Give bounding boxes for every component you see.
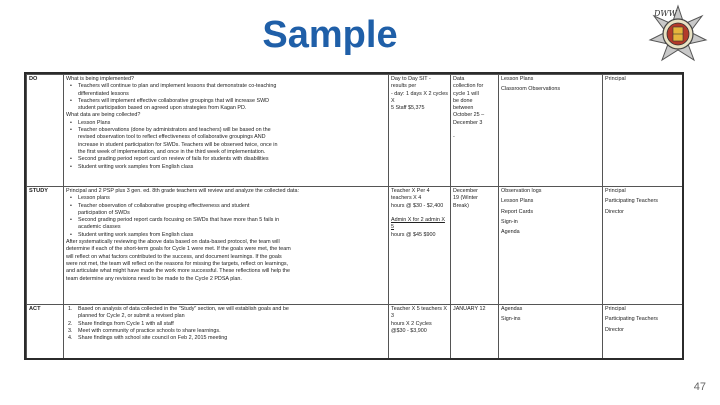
cell-text: JANUARY 12 [453,306,486,312]
activity-line: What data are being collected? [66,112,141,119]
activity-line: • Teachers will continue to plan and implement lessons that demonstrate co-teaching [66,83,386,90]
pdsa-plan-table [24,72,684,360]
cell-text: hours @ $30 - $2,400 [391,202,444,209]
cell-text: Director [605,326,624,333]
cell-text: December 3 [453,119,483,126]
activity-line: • Lesson Plans [66,120,386,127]
page-number: 47 [693,381,706,393]
cell-text: Principal [605,76,626,82]
cell-text: October 25 – [453,112,485,119]
activity-line: Principal and 2 PSP plus 3 gen. ed. 8th grade teachers will review and analyze the collected data: [66,188,300,194]
timeline-cell [451,75,499,187]
cell-text: Participating Teachers [605,316,658,323]
activity-line: determine if each of the short-term goals for Cycle 1 were met. If the goals were met, the team [66,246,291,253]
slide-title: Sample [262,14,398,56]
cell-text: - day: 1 days X 2 cycles X [391,90,448,104]
activity-line: student participation based on agreed upon strategies from Kagan PD. [78,105,247,112]
cell-text: Principal [605,188,626,194]
activity-line: • Teacher observations (done by administrators and teachers) will be based on the [66,127,386,134]
activity-line: team determine any revisions need to be made to the Cycle 2 PDSA plan. [66,275,242,282]
table-row [27,305,683,361]
cell-text: Lesson Plans [501,76,534,82]
activity-line: • Teacher observation of collaborative grouping effectiveness and student [66,203,386,210]
activity-line [66,335,386,342]
cell-text: Agendas [501,306,523,312]
activity-line: the first week of implementation, and once in the third week of implementation. [78,148,266,155]
activity-line [66,306,386,313]
phase-cell: ACT [27,305,64,361]
cell-text: between [453,105,474,112]
activity-cell [64,305,389,361]
cell-text: hours @ $45 $900 [391,231,436,238]
table-row [27,75,683,187]
cell-text: Classroom Observations [501,86,561,93]
list-number: 1. [68,306,73,312]
responsible-cell [603,75,683,187]
activity-line: • Student writing work samples from English class [66,164,386,171]
svg-text:DWW: DWW [654,9,677,18]
activity-line: • Lesson plans [66,195,386,202]
evidence-cell [499,305,603,361]
activity-line: participation of SWDs [78,209,130,216]
activity-line: What is being implemented? [66,76,135,82]
evidence-cell [499,75,603,187]
activity-line: were not met, the team will reflect on the reasons for missing the targets, reflect on learnings, [66,260,289,267]
activity-line: revised observation tool to reflect effectiveness of collaborative groupings AND [78,134,266,141]
cost-cell [389,305,451,361]
cell-text: cycle 1 will [453,90,479,97]
list-text: Share findings with school site council on Feb 2, 2015 meeting [78,335,228,342]
cell-text: be done [453,97,473,104]
cell-text: Admin X for 2 admin X 5 [391,217,445,231]
cell-text: 5 Staff $5,375 [391,105,425,112]
cell-text: Day to Day SIT - results per [391,76,431,90]
cell-text: Break) [453,202,469,209]
cell-text: Director [605,208,624,215]
activity-line: After systematically reviewing the above data based on data-based protocol, the team will [66,239,280,246]
timeline-cell [451,187,499,305]
activity-line [66,321,386,328]
phase-cell: DO [27,75,64,187]
list-text: Share findings from Cycle 1 with all staff [78,320,174,327]
cell-text: Lesson Plans [501,198,534,205]
activity-line [66,328,386,335]
cell-text: - [453,134,455,141]
activity-line: • Second grading period report cards focusing on SWDs that have more than 5 fails in [66,217,386,224]
timeline-cell [451,305,499,361]
activity-line: • Second grading period report card on review of fails for students with disabilities [66,156,386,163]
list-text: Meet with community of practice schools to share learnings. [78,327,221,334]
cell-text: Report Cards [501,208,534,215]
cell-text: Teacher X Per 4 teachers X 4 [391,188,430,202]
activity-line: increase in student participation for SWDs. Teachers will be observed twice, once in [78,141,278,148]
activity-cell [64,75,389,187]
table-row [27,187,683,305]
cell-text: Sign-ins [501,316,521,323]
activity-line: • Teachers will implement effective collaborative groupings that will increase SWD [66,98,386,105]
list-number: 2. [68,320,73,327]
list-number: 3. [68,327,73,334]
responsible-cell [603,305,683,361]
activity-line: • Student writing work samples from English class [66,232,386,239]
cell-text: December [453,188,478,194]
activity-line: and articulate what might have made the work more successful. These reflections will help the [66,268,291,275]
cell-text: @$30 - $3,900 [391,327,427,334]
list-number: 4. [68,335,73,342]
cell-text: Sign-in [501,218,518,225]
cell-text: Data [453,76,465,82]
activity-line: differentiated lessons [78,90,129,97]
cell-text: hours X 2 Cycles [391,320,432,327]
phase-cell: STUDY [27,187,64,305]
list-text: Based on analysis of data collected in the "Study" section, we will establish goals and be [78,306,289,312]
cell-text: Teacher X 5 teachers X 3 [391,306,448,320]
cell-text: Participating Teachers [605,198,658,205]
activity-cell [64,187,389,305]
cost-cell [389,187,451,305]
cell-text: Observation logs [501,188,542,194]
cell-text: 19 (Winter [453,195,478,202]
cell-text: collection for [453,83,484,90]
activity-line: will reflect on what factors contributed to the success, and document learnings. If the goals [66,253,282,260]
school-seal-logo [640,2,714,64]
cell-text: Principal [605,306,626,312]
cell-text: Agenda [501,229,520,236]
activity-line: planned for Cycle 2, or submit a revised plan [78,313,185,320]
cost-cell [389,75,451,187]
cell-text [453,127,496,134]
evidence-cell [499,187,603,305]
cell-text [391,210,448,217]
responsible-cell [603,187,683,305]
activity-line: academic classes [78,224,121,231]
